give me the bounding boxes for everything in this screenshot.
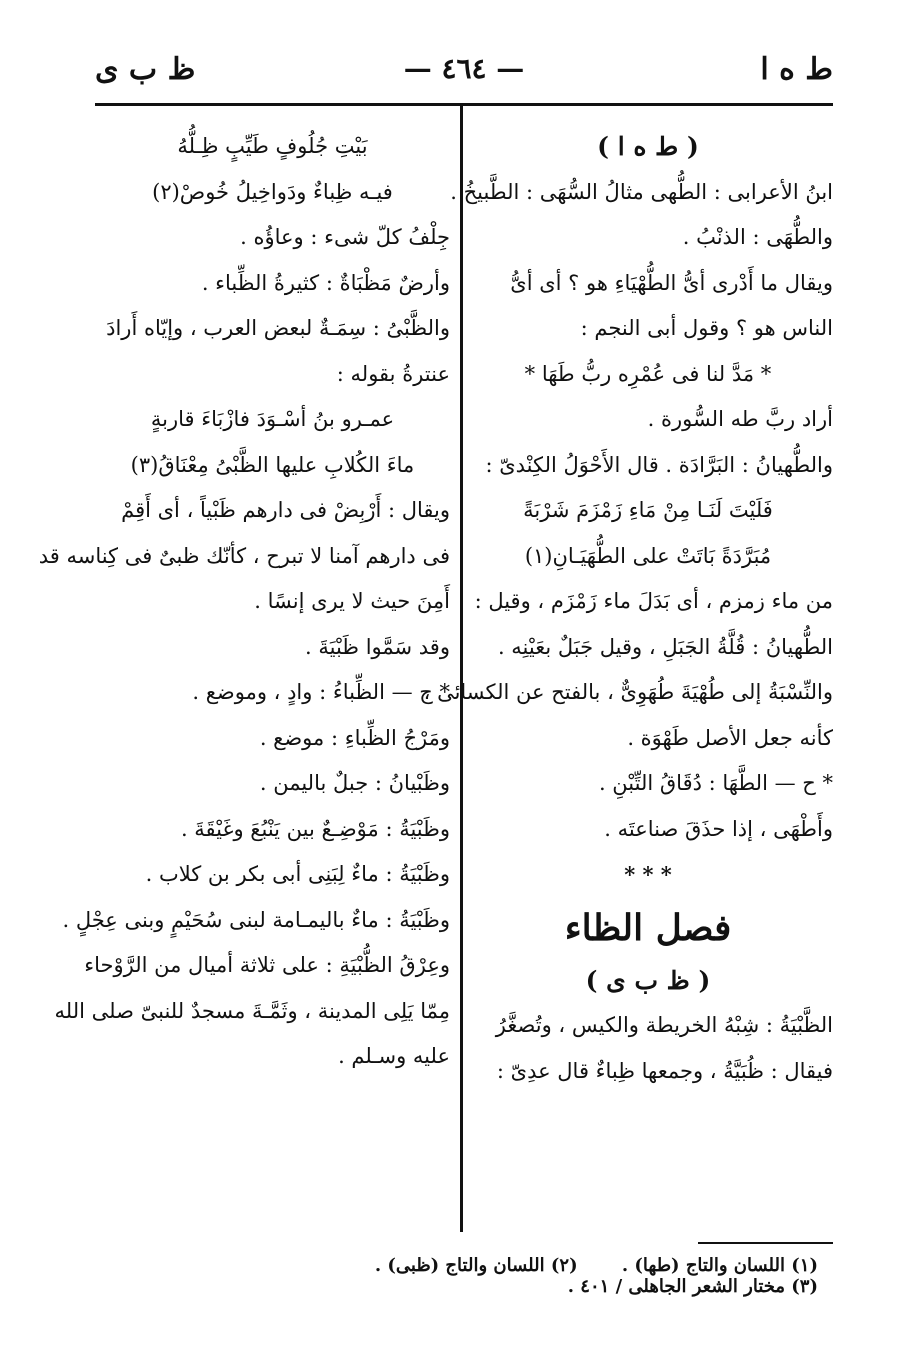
text-line: عليه وسـلم . bbox=[338, 1044, 450, 1068]
root-heading-left: ظ ب ى bbox=[95, 52, 196, 87]
chapter-title: فصل الظاء bbox=[564, 906, 732, 949]
text-line: والنِّسْبَةُ إلى طُهْيَةَ طُهَوِىٌّ ، بالفتح عن الكسائى ، bbox=[423, 680, 833, 704]
text-line: * ح — الظِّباءُ : وادٍ ، وموضع . bbox=[192, 680, 450, 704]
page-number: — ٤٦٤ — bbox=[403, 52, 525, 85]
text-line: ويقال : أَرْبِضْ فى دارهم ظَبْياً ، أى أَقِمْ bbox=[121, 498, 450, 522]
page-header bbox=[95, 52, 833, 96]
section-separator: * * * bbox=[624, 862, 672, 887]
text-line: مِمّا يَلِى المدينة ، وثَمَّـةَ مسجدٌ للنبىّ صلى الله bbox=[54, 998, 450, 1023]
text-line: الناس هو ؟ وقول أبى النجم : bbox=[580, 316, 833, 340]
text-line: وأرضٌ مَظْبَاةٌ : كثيرةُ الظِّباء . bbox=[201, 270, 450, 295]
text-line: وظَبْيَةُ : ماءٌ باليمـامة لبنى سُحَيْمٍ وبنى عِجْلٍ . bbox=[62, 907, 450, 932]
text-line: وعِرْقُ الظُّبْيَةِ : على ثلاثة أميال من الرَّوْحاء bbox=[84, 953, 450, 977]
text-line: من ماء زمزم ، أى بَدَلَ ماء زَمْزَم ، وقيل : bbox=[474, 589, 833, 613]
footnote: (١) اللسان والتاج (طها) . bbox=[621, 1255, 818, 1276]
text-line: فيقال : ظُبَيَّةُ ، وجمعها ظِباءٌ قال عدِىّ : bbox=[496, 1058, 833, 1083]
footnote-rule bbox=[698, 1242, 833, 1244]
footnote: (٢) اللسان والتاج (ظبى) . bbox=[374, 1255, 578, 1276]
verse-line: ماءَ الكُلابِ عليها الظَّبْىُ مِعْنَاقُ(٣) bbox=[130, 452, 415, 477]
text-line: وظَبْيَةُ : مَوْضِـعٌ بين يَنْبُعَ وغَيْقَةَ . bbox=[180, 816, 450, 841]
text-line: جِلْفُ كلّ شىء : وعاؤُه . bbox=[240, 225, 450, 249]
text-line: ويقال ما أَدْرى أىُّ الطُّهْيَاءِ هو ؟ أى أىُّ bbox=[510, 270, 833, 295]
root-heading-right: ط ه ا bbox=[760, 52, 833, 87]
text-line: ابنُ الأعرابى : الطُّهى مثالُ السُّهَى : الطَّبيخُ . bbox=[450, 179, 833, 204]
text-line: عنترةُ بقوله : bbox=[336, 361, 450, 386]
text-line: فى دارهم آمنا لا تبرح ، كأنّك ظبىٌ فى كِناسه قد bbox=[38, 543, 450, 568]
text-line: وأَطْهَى ، إذا حذَقَ صناعتَه . bbox=[604, 816, 833, 841]
text-line: ومَرْجُ الظِّباءِ : موضع . bbox=[259, 725, 450, 750]
header-rule bbox=[95, 103, 833, 106]
text-line: * ح — الطَّهَا : دُقَاقُ التِّبْنِ . bbox=[598, 771, 833, 795]
text-line: أَمِنَ حيث لا يرى إنسًا . bbox=[254, 589, 450, 613]
verse-line: * مَدَّ لنا فى عُمْرِه ربُّ طَهَا * bbox=[524, 361, 772, 386]
verse-line: بَيْتِ جُلُوفٍ طَيِّبٍ ظِـلُّهُ bbox=[177, 134, 368, 158]
text-line: أراد ربَّ طه السُّورة . bbox=[647, 407, 833, 431]
text-line: الطُّهيانُ : قُلَّةُ الجَبَلِ ، وقيل جَبَلٌ بعَيْنِه . bbox=[497, 634, 833, 659]
text-line: كأنه جعل الأصل طَهْوَة . bbox=[627, 725, 833, 750]
footnote: (٣) مختار الشعر الجاهلى / ٤٠١ . bbox=[567, 1276, 818, 1297]
text-line: والطُّهيانُ : البَرَّادَة . قال الأَحْوَلُ الكِنْدىّ : bbox=[485, 452, 833, 477]
text-line: وقد سَمَّوا ظَبْيَةَ . bbox=[305, 634, 450, 659]
text-line: وظَبْيانُ : جبلٌ باليمن . bbox=[259, 771, 450, 795]
right-column bbox=[423, 124, 833, 1094]
text-line: والطُّهَى : الذنْبُ . bbox=[682, 225, 833, 249]
left-column bbox=[38, 124, 450, 1080]
entry-heading: ( ط ه ا ) bbox=[597, 132, 699, 161]
footnotes bbox=[150, 1255, 818, 1297]
verse-line: عمـرو بنُ أسْـوَدَ فازْبَاءَ قاربةٍ bbox=[150, 407, 395, 431]
text-line: وظَبْيَةُ : ماءٌ لِبَنِى أبى بكر بن كلاب . bbox=[145, 862, 450, 886]
verse-line: فيـه ظِباءٌ ودَواخِيلُ خُوصْ(٢) bbox=[152, 179, 393, 204]
text-line: والظَّبْىُ : سِمَـةٌ لبعض العرب ، وإيّاه أَرادَ bbox=[106, 316, 450, 340]
text-line: الظَّبْيَةُ : شِبْهُ الخريطة والكيس ، وتُصغَّرُ bbox=[495, 1013, 833, 1037]
entry-heading: ( ظ ب ى ) bbox=[585, 965, 711, 995]
verse-line: مُبَرَّدَةً بَاتَتْ على الطُّهَيَـانِ(١) bbox=[524, 543, 772, 568]
verse-line: فَلَيْتَ لَنَـا مِنْ مَاءِ زَمْزَمَ شَرْبَةً bbox=[523, 498, 773, 522]
